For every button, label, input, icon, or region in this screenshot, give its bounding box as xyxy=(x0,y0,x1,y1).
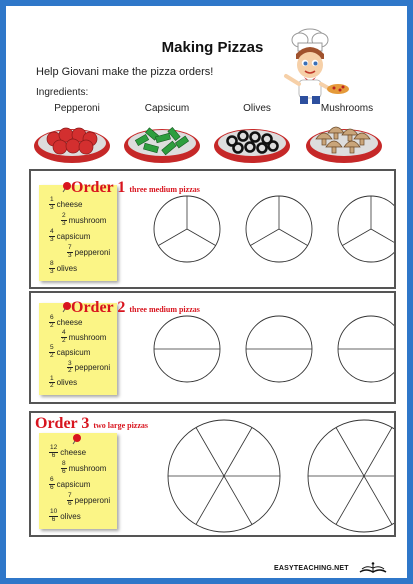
fraction-numerator: 7 xyxy=(68,492,72,499)
fraction xyxy=(49,345,55,359)
fraction-denominator: 3 xyxy=(50,203,54,211)
order-label: Order 1 xyxy=(71,179,126,196)
fraction xyxy=(49,315,55,329)
ingredient-text: mushroom xyxy=(68,215,107,225)
ingredient-amount-pepperoni xyxy=(67,493,110,507)
pizza-1[interactable] xyxy=(154,316,220,382)
fraction-numerator: 6 xyxy=(50,314,54,321)
ingredient-amount-mushroom xyxy=(61,330,106,344)
fraction-denominator: 2 xyxy=(68,367,72,375)
ingredient-text: pepperoni xyxy=(74,363,111,373)
ingredients-label: Ingredients: xyxy=(36,87,89,98)
fraction-denominator: 6 xyxy=(51,451,56,459)
pushpin-icon xyxy=(71,433,83,445)
fraction xyxy=(67,361,73,375)
fraction xyxy=(49,477,55,491)
fraction-numerator: 10 xyxy=(50,508,58,515)
order-3-box xyxy=(29,411,396,537)
ingredient-name-olives: Olives xyxy=(243,103,271,114)
footer-brand: EASYTEACHING.NET xyxy=(274,565,349,572)
fraction-denominator: 2 xyxy=(50,382,54,390)
fraction-numerator: 12 xyxy=(50,444,58,451)
fraction-denominator: 3 xyxy=(50,235,54,243)
order-description: two large pizzas xyxy=(93,421,149,430)
order-description: three medium pizzas xyxy=(129,185,200,194)
pizza-1[interactable] xyxy=(168,420,280,532)
fraction-numerator: 1 xyxy=(50,374,54,382)
pizza-1[interactable] xyxy=(154,196,220,262)
ingredient-amount-capsicum xyxy=(49,229,90,243)
fraction xyxy=(49,509,58,523)
capsicum-bowl-icon xyxy=(122,119,202,165)
fraction xyxy=(67,245,73,259)
ingredient-amount-mushroom xyxy=(61,461,106,475)
pepperoni-bowl-icon xyxy=(32,119,112,165)
fraction-denominator: 2 xyxy=(50,321,54,329)
fraction-numerator: 5 xyxy=(50,344,54,352)
fraction xyxy=(61,461,67,475)
ingredient-text: mushroom xyxy=(68,463,107,473)
order-2-box xyxy=(29,291,396,404)
ingredient-text: olives xyxy=(60,511,81,521)
ingredient-amount-mushroom xyxy=(61,213,106,227)
ingredient-amount-capsicum xyxy=(49,477,90,491)
instructions: Help Giovani make the pizza orders! xyxy=(36,66,214,78)
fraction-numerator: 2 xyxy=(62,212,66,219)
fraction-denominator: 6 xyxy=(68,499,72,507)
fraction-numerator: 8 xyxy=(50,260,54,267)
ingredient-text: pepperoni xyxy=(74,247,111,257)
ingredient-text: pepperoni xyxy=(74,495,111,505)
order-1-box xyxy=(29,169,396,289)
ingredient-amount-cheese xyxy=(49,315,82,329)
ingredient-amount-pepperoni xyxy=(67,245,110,259)
ingredient-name-mushrooms: Mushrooms xyxy=(320,103,374,114)
ingredient-amount-capsicum xyxy=(49,345,90,359)
pizza-3[interactable] xyxy=(338,316,394,382)
pizza-circles xyxy=(124,293,394,406)
fraction xyxy=(49,261,55,275)
fraction xyxy=(49,376,55,390)
ingredient-amount-olives xyxy=(49,376,77,390)
ingredient-amount-pepperoni xyxy=(67,361,110,375)
ingredient-amount-olives xyxy=(49,261,77,275)
fraction-numerator: 6 xyxy=(50,476,54,483)
fraction-numerator: 4 xyxy=(62,329,66,337)
fraction-denominator: 3 xyxy=(62,219,66,227)
book-logo-icon xyxy=(358,561,388,575)
olives-bowl-icon xyxy=(212,119,292,165)
ingredient-text: olives xyxy=(56,263,78,273)
fraction-denominator: 2 xyxy=(50,351,54,359)
pizza-2[interactable] xyxy=(246,196,312,262)
fraction-numerator: 8 xyxy=(62,460,66,467)
fraction xyxy=(67,493,73,507)
fraction-numerator: 3 xyxy=(68,359,72,367)
ingredient-amount-cheese xyxy=(49,197,82,211)
fraction-denominator: 6 xyxy=(62,467,66,475)
fraction xyxy=(49,229,55,243)
fraction-denominator: 2 xyxy=(62,336,66,344)
order-label: Order 3 xyxy=(35,415,90,432)
pizza-circles xyxy=(124,171,394,291)
fraction-denominator: 3 xyxy=(68,251,72,259)
order-description: three medium pizzas xyxy=(129,305,200,314)
fraction-denominator: 3 xyxy=(50,267,54,275)
page-title: Making Pizzas xyxy=(161,39,264,56)
ingredient-text: cheese xyxy=(56,199,83,209)
ingredient-text: mushroom xyxy=(68,332,107,342)
fraction xyxy=(61,330,67,344)
fraction xyxy=(49,197,55,211)
pizza-2[interactable] xyxy=(308,420,394,532)
pizza-2[interactable] xyxy=(246,316,312,382)
fraction-numerator: 1 xyxy=(50,196,54,203)
fraction-denominator: 6 xyxy=(50,483,54,491)
order-label: Order 2 xyxy=(71,299,126,316)
ingredient-text: capsicum xyxy=(56,347,91,357)
pizza-outline[interactable] xyxy=(338,196,394,262)
pizza-circles xyxy=(124,413,394,539)
ingredient-text: cheese xyxy=(56,317,83,327)
ingredient-name-pepperoni: Pepperoni xyxy=(54,103,100,114)
fraction xyxy=(49,445,58,459)
pushpin-icon xyxy=(61,301,73,313)
fraction-numerator: 7 xyxy=(68,244,72,251)
fraction-denominator: 6 xyxy=(51,515,56,523)
fraction xyxy=(61,213,67,227)
ingredient-amount-olives xyxy=(49,509,81,523)
ingredient-name-capsicum: Capsicum xyxy=(144,103,190,114)
ingredient-text: capsicum xyxy=(56,231,91,241)
ingredient-text: olives xyxy=(56,378,78,388)
ingredient-text: capsicum xyxy=(56,479,91,489)
pizza-3[interactable] xyxy=(338,196,394,262)
pushpin-icon xyxy=(61,181,73,193)
ingredient-text: cheese xyxy=(60,447,87,457)
mushrooms-bowl-icon xyxy=(304,119,384,165)
ingredient-amount-cheese xyxy=(49,445,86,459)
fraction-numerator: 4 xyxy=(50,228,54,235)
